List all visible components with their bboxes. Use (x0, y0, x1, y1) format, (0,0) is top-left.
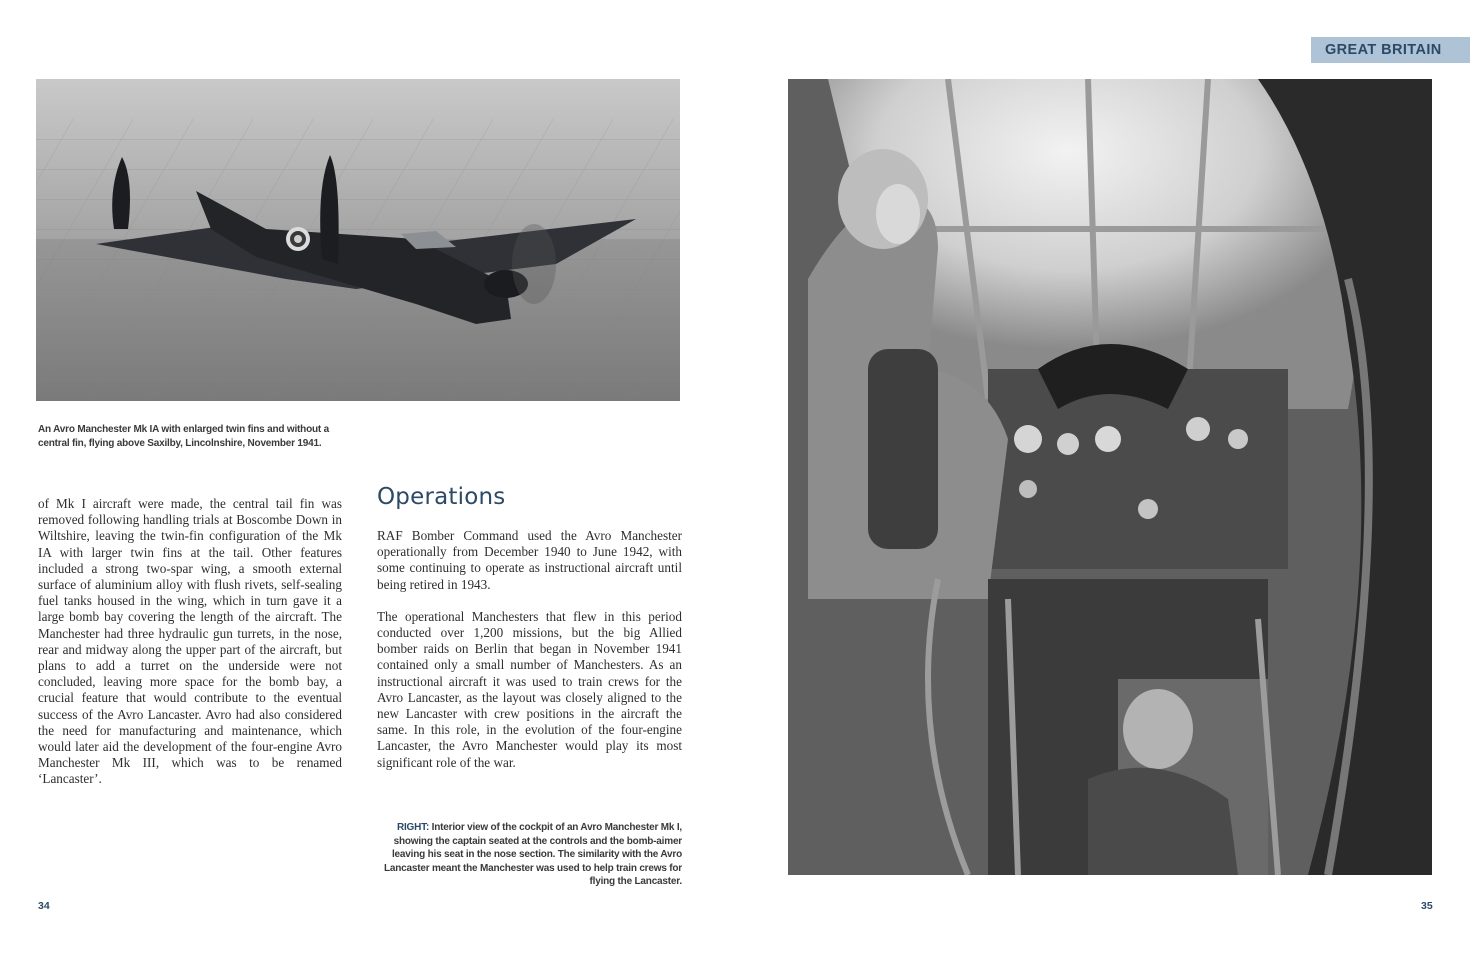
page-number-left: 34 (38, 900, 50, 912)
caption-lead: RIGHT: (396, 822, 430, 833)
body-text-left (38, 496, 342, 788)
body-paragraph: The operational Manchesters that flew in this period conducted over 1,200 missions, but the big Allied bomber raids on Berlin that began in November 1941 contained only a small number of Manchesters. As an instructional aircraft it was used to train crews for the Avro Lancaster, as the layout was closely aligned to the new Lancaster with crew positions in the aircraft the same. In this role, in the evolution of the four-engine Lancaster, the Avro Manchester would play its most significant role of the war. (377, 608, 682, 770)
cockpit-interior-photo (788, 79, 1432, 875)
aircraft-photo-caption: An Avro Manchester Mk IA with enlarged twin fins and without a central fin, flying above Saxilby, Lincolnshire, November 1941. (38, 424, 329, 449)
body-paragraph: of Mk I aircraft were made, the central tail fin was removed following handling trials at Boscombe Down in Wiltshire, leaving the twin-fin configuration of the Mk IA with larger twin fins at the tail. Other features included a strong two-spar wing, a smooth external surface of aluminium alloy with flush rivets, self-sealing fuel tanks housed in the wing, which in turn gave it a large bomb bay covering the length of the aircraft. The Manchester had three hydraulic gun turrets, in the nose, rear and midway along the upper part of the aircraft, but plans to add a turret on the underside were not concluded, leaving more space for the bomb bay, a crucial feature that would contribute to the eventual success of the Avro Lancaster. Avro had also considered the need for manufacturing and maintenance, which would later aid the development of the four-engine Avro Manchester Mk III, which was to be renamed ‘Lancaster’. (38, 496, 342, 787)
body-text-operations (377, 528, 682, 771)
body-paragraph: RAF Bomber Command used the Avro Manchester operationally from December 1940 to June 1942, with some continuing to operate as instructional aircraft until being retired in 1943. (377, 528, 682, 592)
aircraft-in-flight-photo (36, 79, 680, 401)
section-tab: GREAT BRITAIN (1311, 37, 1470, 63)
caption-text: Interior view of the cockpit of an Avro Manchester Mk I, showing the captain seated at the controls and the bomb-aimer leaving his seat in the nose section. The similarity with the Avro Lancaster meant the Manchester was used to help train crews for flying the Lancaster. (383, 822, 682, 887)
page-number-right: 35 (1421, 900, 1433, 912)
cockpit-photo-caption (380, 821, 682, 889)
section-heading: Operations (377, 484, 506, 510)
